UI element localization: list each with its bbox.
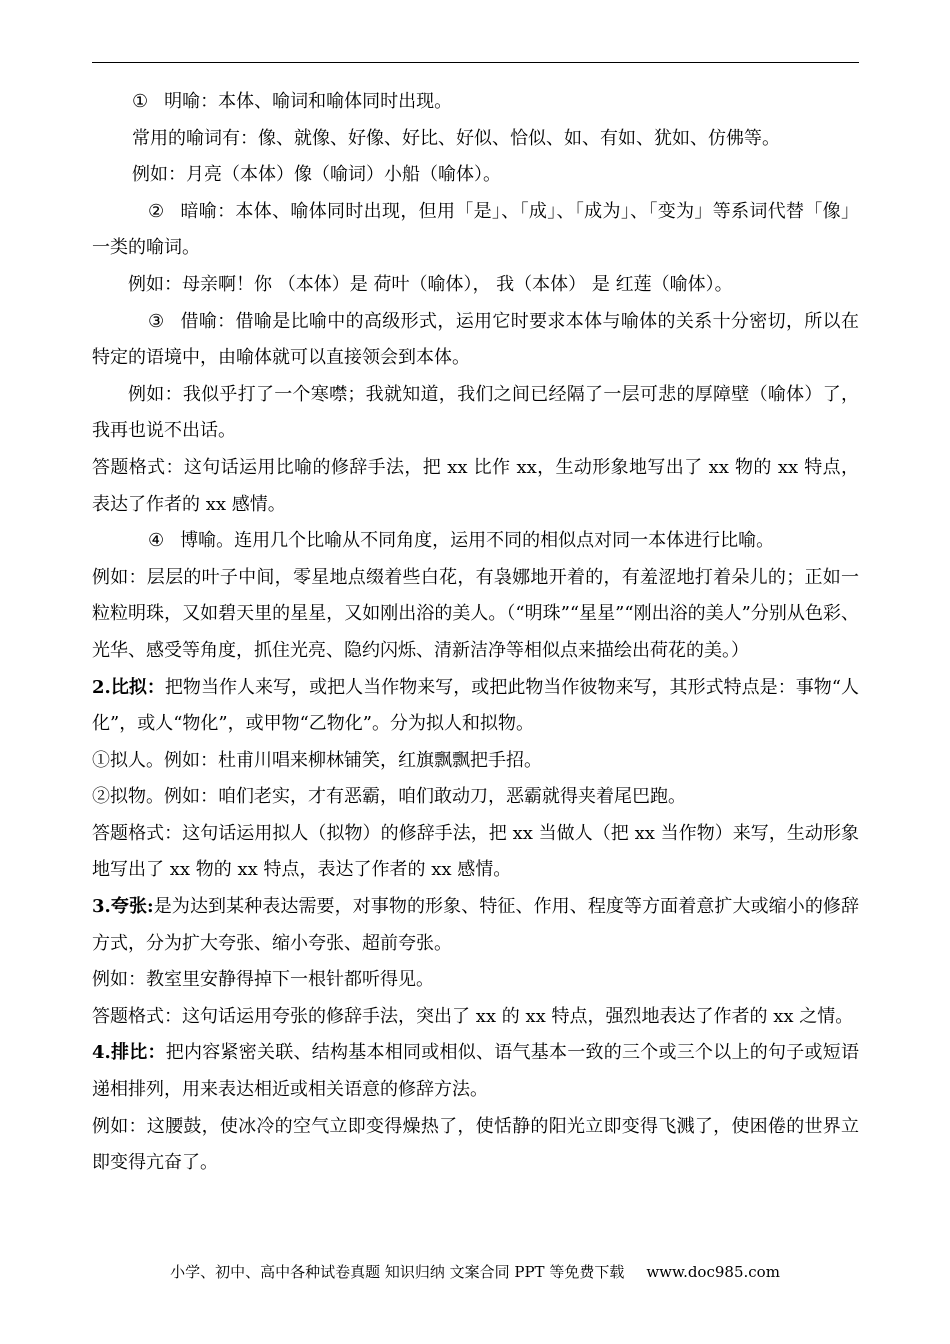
footer-site-link[interactable]: www.doc985.com: [646, 1263, 780, 1281]
section-parallelism: 4.排比：把内容紧密关联、结构基本相同或相似、语气基本一致的三个或三个以上的句子或短语递相排列，用来表达相近或相关语意的修辞方法。: [92, 1042, 860, 1101]
item-number-2: ②: [148, 200, 165, 222]
metaphor-borrowed-paragraph: ③ 借喻：借喻是比喻中的高级形式，运用它时要求本体与喻体的关系十分密切，所以在特定的语境中，由喻体就可以直接领会到本体。: [92, 304, 859, 377]
metaphor-implicit-paragraph: ② 暗喻：本体、喻体同时出现，但用「是」、「成」、「成为」、「变为」等系词代替「像」一类的喻词。: [92, 194, 859, 267]
metaphor-simile-paragraph: ① 明喻：本体、喻词和喻体同时出现。: [92, 84, 859, 121]
list-item: ①拟人。例如：杜甫川唱来柳林铺笑，红旗飘飘把手招。: [92, 749, 542, 771]
example-paragraph: 例如：我似乎打了一个寒噤；我就知道，我们之间已经隔了一层可悲的厚障壁（喻体）了，我再也说不出话。: [92, 383, 859, 442]
footer-text: 小学、初中、高中各种试卷真题 知识归纳 文案合同 PPT 等免费下载: [170, 1263, 625, 1281]
list-item: ②拟物。例如：咱们老实，才有恶霸，咱们敢动刀，恶霸就得夹着尾巴跑。: [92, 786, 686, 808]
section-heading: 4.排比：: [92, 1042, 166, 1064]
example-paragraph: 例如：这腰鼓，使冰冷的空气立即变得燥热了，使恬静的阳光立即变得飞溅了，使困倦的世界立即变得亢奋了。: [92, 1115, 859, 1174]
answer-format-paragraph: 答题格式：这句话运用比喻的修辞手法，把 xx 比作 xx，生动形象地写出了 xx 物的 xx 特点，表达了作者的 xx 感情。: [92, 456, 859, 515]
section-hyperbole: 3.夸张:是为达到某种表达需要，对事物的形象、特征、作用、程度等方面着意扩大或缩小的修辞方式，分为扩大夸张、缩小夸张、超前夸张。: [92, 896, 860, 954]
answer-format-paragraph: 答题格式：这句话运用夸张的修辞手法，突出了 xx 的 xx 特点，强烈地表达了作者的 xx 之情。: [92, 1005, 854, 1027]
section-personification: 2.比拟：把物当作人来写，或把人当作物来写，或把此物当作彼物来写，其形式特点是：事物“人化”，或人“物化”，或甲物“乙物化”。分为拟人和拟物。: [92, 676, 859, 735]
item-number-4: ④: [148, 530, 165, 552]
item-number-1: ①: [132, 91, 149, 112]
header-rule: [92, 62, 859, 63]
example-paragraph: 例如：月亮（本体）像（喻词）小船（喻体）。: [132, 164, 501, 186]
section-heading: 2.比拟：: [92, 676, 165, 698]
example-paragraph: 例如：层层的叶子中间，零星地点缀着些白花，有袅娜地开着的，有羞涩地打着朵儿的；正如一粒粒明珠，又如碧天里的星星，又如刚出浴的美人。（“明珠”“星星”“刚出浴的美人”分别从色彩、光华、感受等角度，抓住光亮、隐约闪烁、清新洁净等相似点来描绘出荷花的美。）: [92, 566, 859, 661]
example-paragraph: 例如：教室里安静得掉下一根针都听得见。: [92, 969, 434, 991]
metaphor-multiple-paragraph: ④ 博喻。连用几个比喻从不同角度，运用不同的相似点对同一本体进行比喻。: [92, 523, 859, 560]
item-number-3: ③: [148, 310, 165, 332]
page-footer: [0, 1262, 950, 1282]
document-body: [92, 84, 859, 1182]
example-paragraph: 例如：母亲啊！你 （本体）是 荷叶（喻体）， 我（本体） 是 红莲（喻体）。: [128, 273, 733, 295]
answer-format-paragraph: 答题格式：这句话运用拟人（拟物）的修辞手法，把 xx 当做人（把 xx 当作物）来写，生动形象地写出了 xx 物的 xx 特点，表达了作者的 xx 感情。: [92, 822, 859, 881]
common-words-paragraph: 常用的喻词有：像、就像、好像、好比、好似、恰似、如、有如、犹如、仿佛等。: [132, 127, 780, 149]
section-heading: 3.夸张:: [92, 896, 154, 918]
